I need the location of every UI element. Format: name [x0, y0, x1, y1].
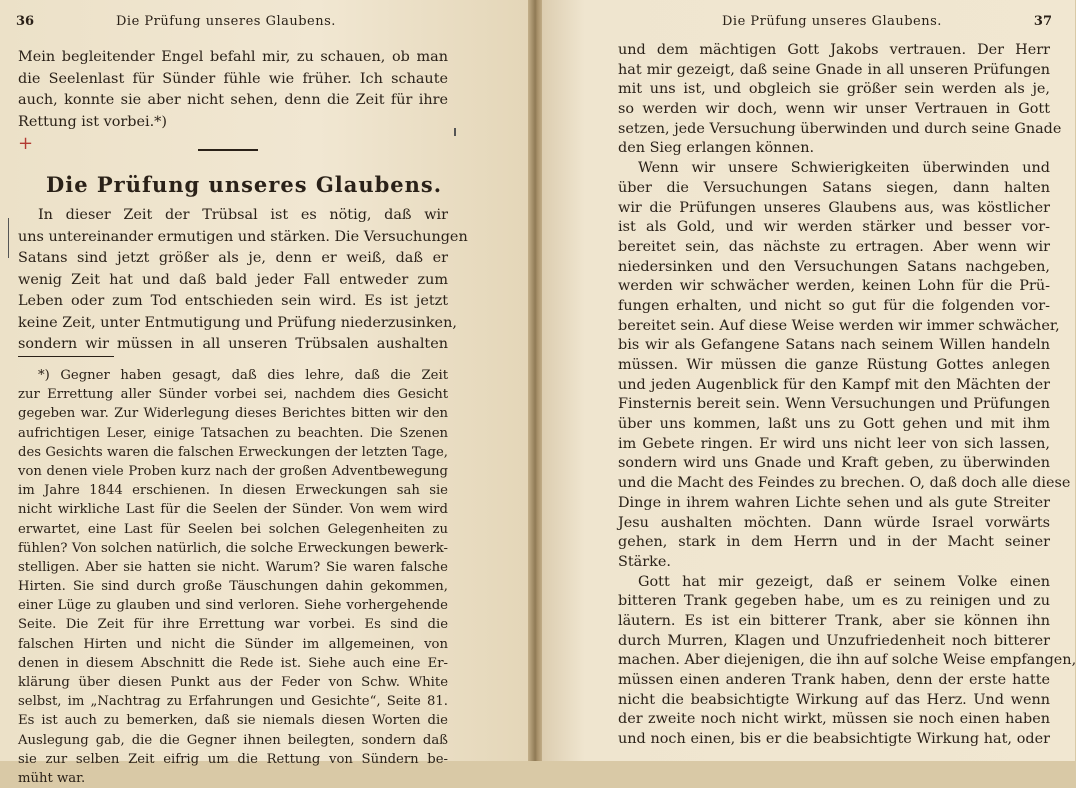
text-line: durch Murren, Klagen und Unzufriedenheit noch bitterer [618, 632, 1050, 649]
footnote-line: falschen Hirten und nicht die Sünder im allgemeinen, von [18, 636, 448, 652]
footnote-line: Es ist auch zu bemerken, daß sie niemals diesen Worten die [18, 713, 448, 729]
text-line: müssen. Wir müssen die ganze Rüstung Gottes anlegen [618, 357, 1050, 373]
text-line: bereitet sein. Auf diese Weise werden wir immer schwächer, [618, 317, 1060, 334]
text-line: läutern. Es ist ein bitterer Trank, aber sie können ihn [618, 612, 1050, 629]
text-line: bis wir als Gefangene Satans nach seinem Willen handeln [618, 337, 1050, 354]
text-line: so werden wir doch, wenn wir unser Vertrauen in Gott [618, 101, 1050, 118]
footnote-line: aufrichtigen Leser, einige Tatsachen zu beachten. Die Szenen [18, 425, 448, 441]
text-line: machen. Aber diejenigen, die ihn auf solche Weise empfangen, [618, 652, 1076, 669]
left-page [0, 0, 530, 786]
footnote-line: sie zur selben Zeit eifrig um die Rettung von Sündern be- [18, 751, 448, 767]
left-intro-paragraph [18, 47, 448, 133]
text-line: den Sieg erlangen können. [618, 140, 815, 157]
right-page [542, 0, 1075, 761]
footnote-line: gegeben war. Zur Widerlegung dieses Berichtes bitten wir den [18, 406, 448, 422]
pencil-mark: + [18, 133, 34, 154]
text-line: wenig Zeit hat und daß bald jeder Fall entweder zum [18, 271, 448, 288]
text-line: setzen, jede Versuchung überwinden und durch seine Gnade [618, 120, 1062, 137]
footnote-rule [18, 356, 114, 357]
right-page-number: 37 [1033, 14, 1052, 29]
footnote-line: müht war. [18, 770, 86, 786]
footnote-line: des Gesichts waren die falschen Erweckungen der letzten Tage, [18, 444, 448, 460]
footnote-line: denen in diesem Abschnitt die Rede ist. Siehe auch eine Er- [18, 655, 448, 671]
footnote-line: erwartet, eine Last für Seelen bei solchen Gelegenheiten zu [18, 521, 448, 537]
footnote-line: zur Errettung aller Sünder vorbei sei, nachdem dies Gesicht [18, 387, 448, 403]
right-header-title: Die Prüfung unseres Glaubens. [722, 14, 942, 29]
text-line: wir die Prüfungen unseres Glaubens aus, was köstlicher [618, 199, 1050, 216]
footnote-line: Hirten. Sie sind durch große Täuschungen dahin gekommen, [18, 579, 448, 595]
text-line: niedersinken und den Versuchungen Satans nachgeben, [618, 258, 1050, 275]
text-line: über uns kommen, laßt uns zu Gott gehen und mit ihm [618, 416, 1050, 433]
footnote-line: einer Lüge zu glauben und sind verloren. Siehe vorhergehende [18, 598, 448, 614]
text-line: ist als Gold, und wir werden stärker und besser vor- [618, 219, 1050, 236]
footnote-line: im Jahre 1844 erschienen. In diesen Erweckungen sah sie [18, 483, 448, 499]
footnote-line: Auslegung gab, die die Gegner ihnen beilegten, sondern daß [18, 732, 448, 748]
footnote-line: nicht wirkliche Last für die Seelen der Sünder. Von wem wird [18, 502, 448, 518]
text-line: müssen einen anderen Trank haben, denn der erste hatte [618, 672, 1050, 688]
text-line: Mein begleitender Engel befahl mir, zu schauen, ob man [18, 49, 448, 65]
text-line: und jeden Augenblick für den Kampf mit den Mächten der [618, 376, 1050, 393]
text-line: Rettung ist vorbei.*) [18, 113, 167, 130]
text-line: über die Versuchungen Satans siegen, dann halten [618, 179, 1050, 196]
text-line: und dem mächtigen Gott Jakobs vertrauen. Der Herr [618, 42, 1050, 58]
text-line: bereitet sein, das nächste zu ertragen. Aber wenn wir [618, 238, 1050, 255]
text-line: Dinge in ihrem wahren Lichte sehen und als gute Streiter [618, 494, 1050, 511]
text-line: und die Macht des Feindes zu brechen. O, daß doch alle diese [618, 475, 1071, 492]
footnote-line: selbst, im „Nachtrag zu Erfahrungen und Gesichte“, Seite 81. [18, 694, 448, 710]
text-line: Leben oder zum Tod entschieden sein wird. Es ist jetzt [18, 293, 448, 309]
footnote-line: klärung über diesen Punkt aus der Feder von Schw. White [18, 675, 448, 690]
section-divider [198, 149, 258, 151]
footnote-line: von denen viele Proben kurz nach der großen Adventbewegung [18, 463, 448, 479]
margin-mark [8, 218, 9, 258]
text-line: Jesu aushalten möchten. Dann würde Israel vorwärts [618, 514, 1050, 531]
text-line: im Gebete ringen. Er wird uns nicht leer von sich lassen, [618, 435, 1050, 452]
footnote-line: *) Gegner haben gesagt, daß dies lehre, daß die Zeit [38, 368, 448, 383]
text-line: hat mir gezeigt, daß seine Gnade in all unseren Prüfungen [618, 61, 1050, 78]
text-line: keine Zeit, unter Entmutigung und Prüfung niederzusinken, [18, 314, 457, 331]
left-page-number: 36 [16, 14, 35, 29]
text-line: und noch einen, bis er die beabsichtigte Wirkung hat, oder [618, 731, 1050, 748]
right-running-header [722, 14, 1052, 36]
text-line: mit uns ist, und obgleich sie größer sein werden als je, [618, 81, 1050, 98]
left-header-title: Die Prüfung unseres Glaubens. [116, 14, 336, 29]
text-line: Stärke. [618, 553, 671, 570]
text-line: werden wir schwächer werden, keinen Lohn für die Prü- [618, 278, 1050, 295]
section-heading: Die Prüfung unseres Glaubens. [46, 172, 443, 197]
text-line: Gott hat mir gezeigt, daß er seinem Volke einen [638, 573, 1050, 590]
text-line: die Seelenlast für Sünder fühle wie früher. Ich schaute [18, 70, 448, 87]
footnote-line: fühlen? Von solchen natürlich, die solche Erweckungen bewerk- [18, 540, 448, 556]
text-line: Finsternis bereit sein. Wenn Versuchungen und Prüfungen [618, 396, 1050, 413]
text-line: der zweite noch nicht wirkt, müssen sie noch einen haben [618, 711, 1050, 728]
left-body-paragraph [18, 205, 468, 356]
text-line: uns untereinander ermutigen und stärken. Die Versuchungen [18, 228, 468, 245]
left-running-header [16, 14, 446, 36]
text-line: bitteren Trank gegeben habe, um es zu reinigen und zu [618, 593, 1050, 610]
right-body-text [618, 41, 1076, 750]
text-line: sondern wird uns Gnade und Kraft geben, zu überwinden [618, 455, 1050, 472]
text-line: Wenn wir unsere Schwierigkeiten überwinden und [638, 160, 1050, 177]
text-line: auch, konnte sie aber nicht sehen, denn die Zeit für ihre [18, 92, 448, 108]
text-line: nicht die beabsichtigte Wirkung auf das Herz. Und wenn [618, 691, 1050, 708]
footnote-line: Seite. Die Zeit für ihre Errettung war vorbei. Es sind die [18, 617, 448, 633]
margin-mark [454, 128, 456, 136]
footnote [18, 366, 448, 788]
text-line: fungen erhalten, und nicht so gut für die folgenden vor- [618, 297, 1050, 314]
text-line: In dieser Zeit der Trübsal ist es nötig, daß wir [38, 207, 448, 223]
text-line: sondern wir müssen in all unseren Trübsalen aushalten [18, 336, 448, 352]
text-line: gehen, stark in dem Herrn und in der Macht seiner [618, 534, 1050, 551]
footnote-line: stelligen. Aber sie hatten sie nicht. Warum? Sie waren falsche [18, 559, 448, 575]
text-line: Satans sind jetzt größer als je, denn er weiß, daß er [18, 250, 448, 266]
